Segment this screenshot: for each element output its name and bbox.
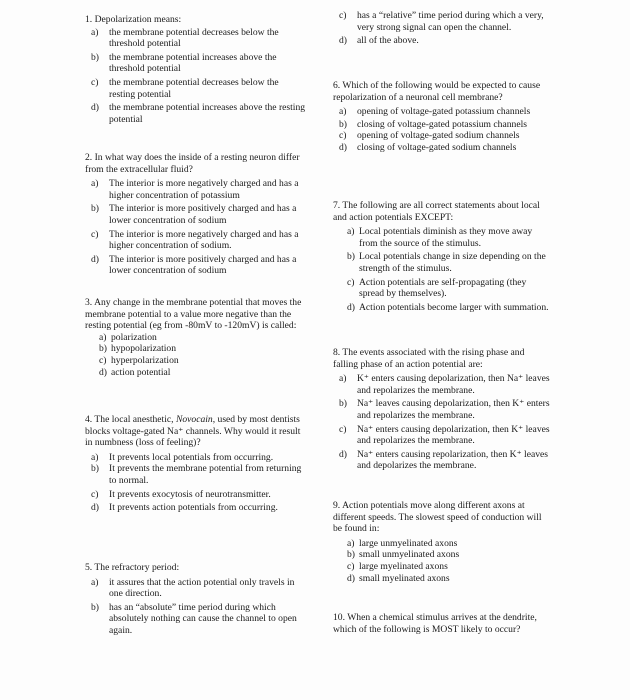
question-6-stem: 6. Which of the following would be expected to cause repolarization of a neuronal cell membrane? <box>333 80 541 103</box>
question-8 <box>333 347 551 472</box>
question-5-option-d[interactable]: d) all of the above. <box>339 35 419 47</box>
question-2-option-c[interactable]: c) The interior is more negatively charged and has a higher concentration of sodium. <box>91 228 299 252</box>
question-8-option-b[interactable]: b) Na⁺ leaves causing depolarization, then K⁺ enters and repolarizes the membrane. <box>339 398 550 421</box>
question-5-stem: 5. The refractory period: <box>85 562 180 573</box>
question-7-option-d[interactable]: d) Action potentials become larger with summation. <box>347 301 549 313</box>
question-5 <box>85 562 307 637</box>
question-2-option-b[interactable]: b) The interior is more positively charged and has a lower concentration of sodium <box>91 203 297 226</box>
question-1-option-c[interactable]: c) the membrane potential decreases below the resting potential <box>91 76 279 100</box>
question-3-option-a[interactable]: a) polarization <box>99 331 157 343</box>
question-4-option-d[interactable]: d) It prevents action potentials from occurring. <box>91 502 278 514</box>
question-10-stem: 10. When a chemical stimulus arrives at the dendrite, which of the following is MOST likely to occur? <box>333 612 537 635</box>
question-8-stem: 8. The events associated with the rising phase and falling phase of an action potential are: <box>333 347 525 370</box>
question-9-stem: 9. Action potentials move along different axons at different speeds. The slowest speed of conduction will be found in: <box>333 500 542 535</box>
question-1-stem: 1. Depolarization means: <box>85 14 182 25</box>
question-7-option-c[interactable]: c) Action potentials are self-propagating (they spread by themselves). <box>347 276 527 300</box>
question-5-continued <box>333 10 551 47</box>
question-4-option-a[interactable]: a) It prevents local potentials from occurring. <box>91 451 274 463</box>
question-4-option-b[interactable]: b) It prevents the membrane potential from returning to normal. <box>91 463 302 486</box>
question-3-option-c[interactable]: c) hyperpolarization <box>99 354 179 366</box>
question-3-stem: 3. Any change in the membrane potential that moves the membrane potential to a value more negative than the resting potential (eg from -80mV to -120mV) is called: <box>85 297 302 332</box>
question-5-option-a[interactable]: a) it assures that the action potential only travels in one direction. <box>91 576 295 600</box>
question-8-option-a[interactable]: a) K⁺ enters causing depolarization, then Na⁺ leaves and repolarizes the membrane. <box>339 373 550 396</box>
question-9-option-c[interactable]: c) large myelinated axons <box>347 560 448 572</box>
question-9 <box>333 500 551 584</box>
question-9-option-b[interactable]: b) small unmyelinated axons <box>347 549 460 561</box>
question-6 <box>333 80 551 154</box>
question-1 <box>85 14 307 125</box>
question-9-option-d[interactable]: d) small myelinated axons <box>347 572 450 584</box>
question-3-option-b[interactable]: b) hypopolarization <box>99 343 177 355</box>
question-4-stem: 4. The local anesthetic, Novocain, used by most dentists blocks voltage-gated Na⁺ channels. Why would it result in numbness (loss of feeling)? <box>85 414 301 449</box>
question-2 <box>85 152 307 277</box>
question-6-option-a[interactable]: a) opening of voltage-gated potassium channels <box>339 106 531 118</box>
question-2-option-a[interactable]: a) The interior is more negatively charged and has a higher concentration of potassium <box>91 178 299 201</box>
question-8-option-d[interactable]: d) Na⁺ enters causing repolarization, then K⁺ leaves and depolarizes the membrane. <box>339 448 549 472</box>
question-5-option-c[interactable]: c) has a “relative” time period during which a very, very strong signal can open the channel. <box>339 10 544 33</box>
question-6-option-c[interactable]: c) opening of voltage-gated sodium channels <box>339 130 520 142</box>
question-1-option-d[interactable]: d) the membrane potential increases above the resting potential <box>91 102 306 125</box>
question-7-option-a[interactable]: a) Local potentials diminish as they move away from the source of the stimulus. <box>347 226 533 249</box>
question-4 <box>85 414 307 514</box>
question-1-option-b[interactable]: b) the membrane potential increases above the threshold potential <box>91 51 277 75</box>
question-2-stem: 2. In what way does the inside of a resting neuron differ from the extracellular fluid? <box>85 152 300 175</box>
question-10 <box>333 612 551 635</box>
question-8-option-c[interactable]: c) Na⁺ enters causing depolarization, then K⁺ leaves and repolarizes the membrane. <box>339 423 550 447</box>
question-2-option-d[interactable]: d) The interior is more positively charged and has a lower concentration of sodium <box>91 253 297 277</box>
question-6-option-b[interactable]: b) closing of voltage-gated potassium channels <box>339 118 527 130</box>
question-1-option-a[interactable]: a) the membrane potential decreases below the threshold potential <box>91 26 279 50</box>
question-3-option-d[interactable]: d) action potential <box>99 366 171 378</box>
question-3 <box>85 297 307 378</box>
question-6-option-d[interactable]: d) closing of voltage-gated sodium channels <box>339 141 517 153</box>
question-7-stem: 7. The following are all correct statements about local and action potentials EXCEPT: <box>333 200 540 223</box>
question-7-option-b[interactable]: b) Local potentials change in size depending on the strength of the stimulus. <box>347 251 546 274</box>
question-4-option-c[interactable]: c) It prevents exocytosis of neurotransmitter. <box>91 488 271 500</box>
question-7 <box>333 200 551 313</box>
question-9-option-a[interactable]: a) large unmyelinated axons <box>347 537 458 549</box>
question-5-option-b[interactable]: b) has an “absolute” time period during which absolutely nothing can cause the channel to open again. <box>91 601 297 636</box>
